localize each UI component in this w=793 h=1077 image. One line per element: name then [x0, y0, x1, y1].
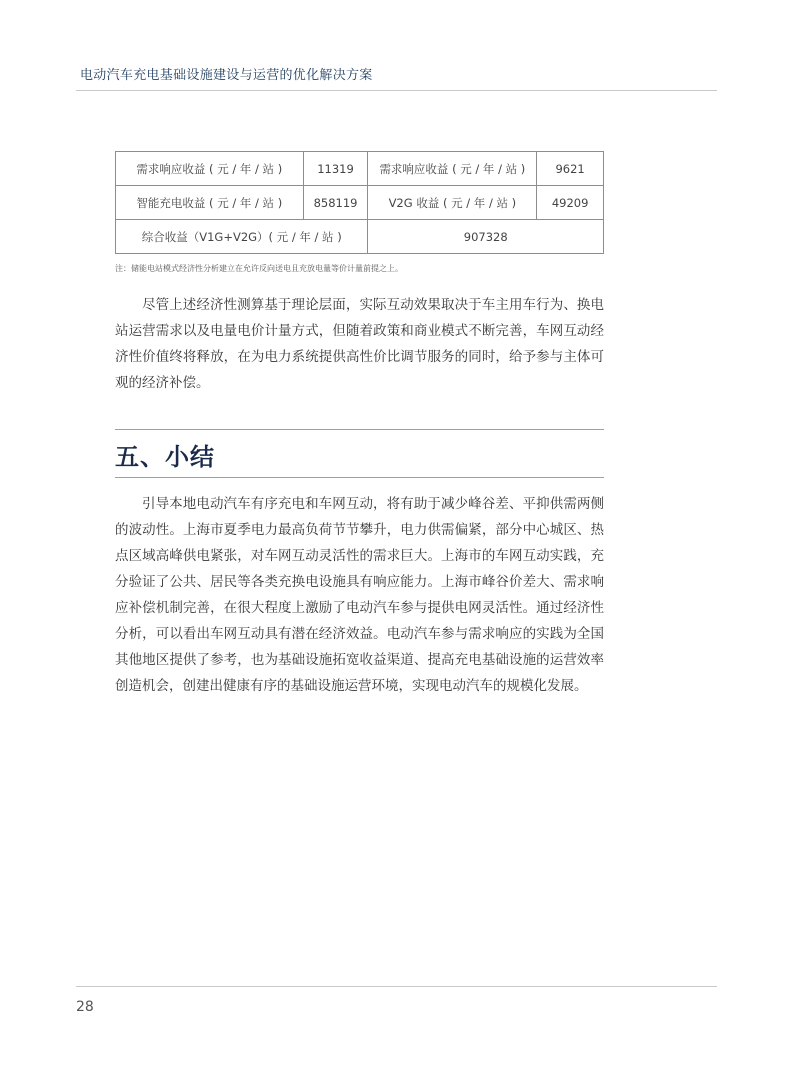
footer-divider: [76, 986, 717, 987]
page-number: 28: [76, 999, 94, 1015]
table-cell-label: 智能充电收益 ( 元 / 年 / 站 ): [116, 186, 304, 220]
running-header-title: 电动汽车充电基础设施建设与运营的优化解决方案: [80, 68, 373, 83]
table-total-row: [116, 220, 604, 254]
revenue-table: [115, 151, 604, 254]
table-cell-label: V2G 收益 ( 元 / 年 / 站 ): [368, 186, 537, 220]
table-cell-value: 858119: [303, 186, 368, 220]
table-footnote: 注：储能电站模式经济性分析建立在允许反向送电且充放电量等价计量前提之上。: [115, 264, 403, 273]
table-cell-value: 11319: [303, 152, 368, 186]
section-divider-bottom: [115, 477, 604, 478]
table-row: [116, 152, 604, 186]
table-cell-value: 49209: [537, 186, 604, 220]
header-divider: [76, 90, 717, 91]
table-cell-label: 需求响应收益 ( 元 / 年 / 站 ): [368, 152, 537, 186]
body-paragraph: 尽管上述经济性测算基于理论层面，实际互动效果取决于车主用车行为、换电站运营需求以及电量电价计量方式，但随着政策和商业模式不断完善，车网互动经济性价值终将释放，在为电力系统提供高性价比调节服务的同时，给予参与主体可观的经济补偿。: [115, 297, 604, 391]
total-value-cell: 907328: [368, 220, 604, 254]
table-row: [116, 186, 604, 220]
section-heading: 五、小结: [115, 443, 215, 471]
body-paragraph: 引导本地电动汽车有序充电和车网互动，将有助于减少峰谷差、平抑供需两侧的波动性。上海市夏季电力最高负荷节节攀升，电力供需偏紧，部分中心城区、热点区域高峰供电紧张，对车网互动灵活性的需求巨大。上海市的车网互动实践，充分验证了公共、居民等各类充换电设施具有响应能力。上海市峰谷价差大、需求响应补偿机制完善，在很大程度上激励了电动汽车参与提供电网灵活性。通过经济性分析，可以看出车网互动具有潜在经济效益。电动汽车参与需求响应的实践为全国其他地区提供了参考，也为基础设施拓宽收益渠道、提高充电基础设施的运营效率创造机会，创建出健康有序的基础设施运营环境，实现电动汽车的规模化发展。: [115, 496, 604, 694]
table-cell-value: 9621: [537, 152, 604, 186]
total-label-cell: 综合收益（V1G+V2G）( 元 / 年 / 站 ): [116, 220, 368, 254]
section-divider-top: [115, 429, 604, 430]
table-cell-label: 需求响应收益 ( 元 / 年 / 站 ): [116, 152, 304, 186]
